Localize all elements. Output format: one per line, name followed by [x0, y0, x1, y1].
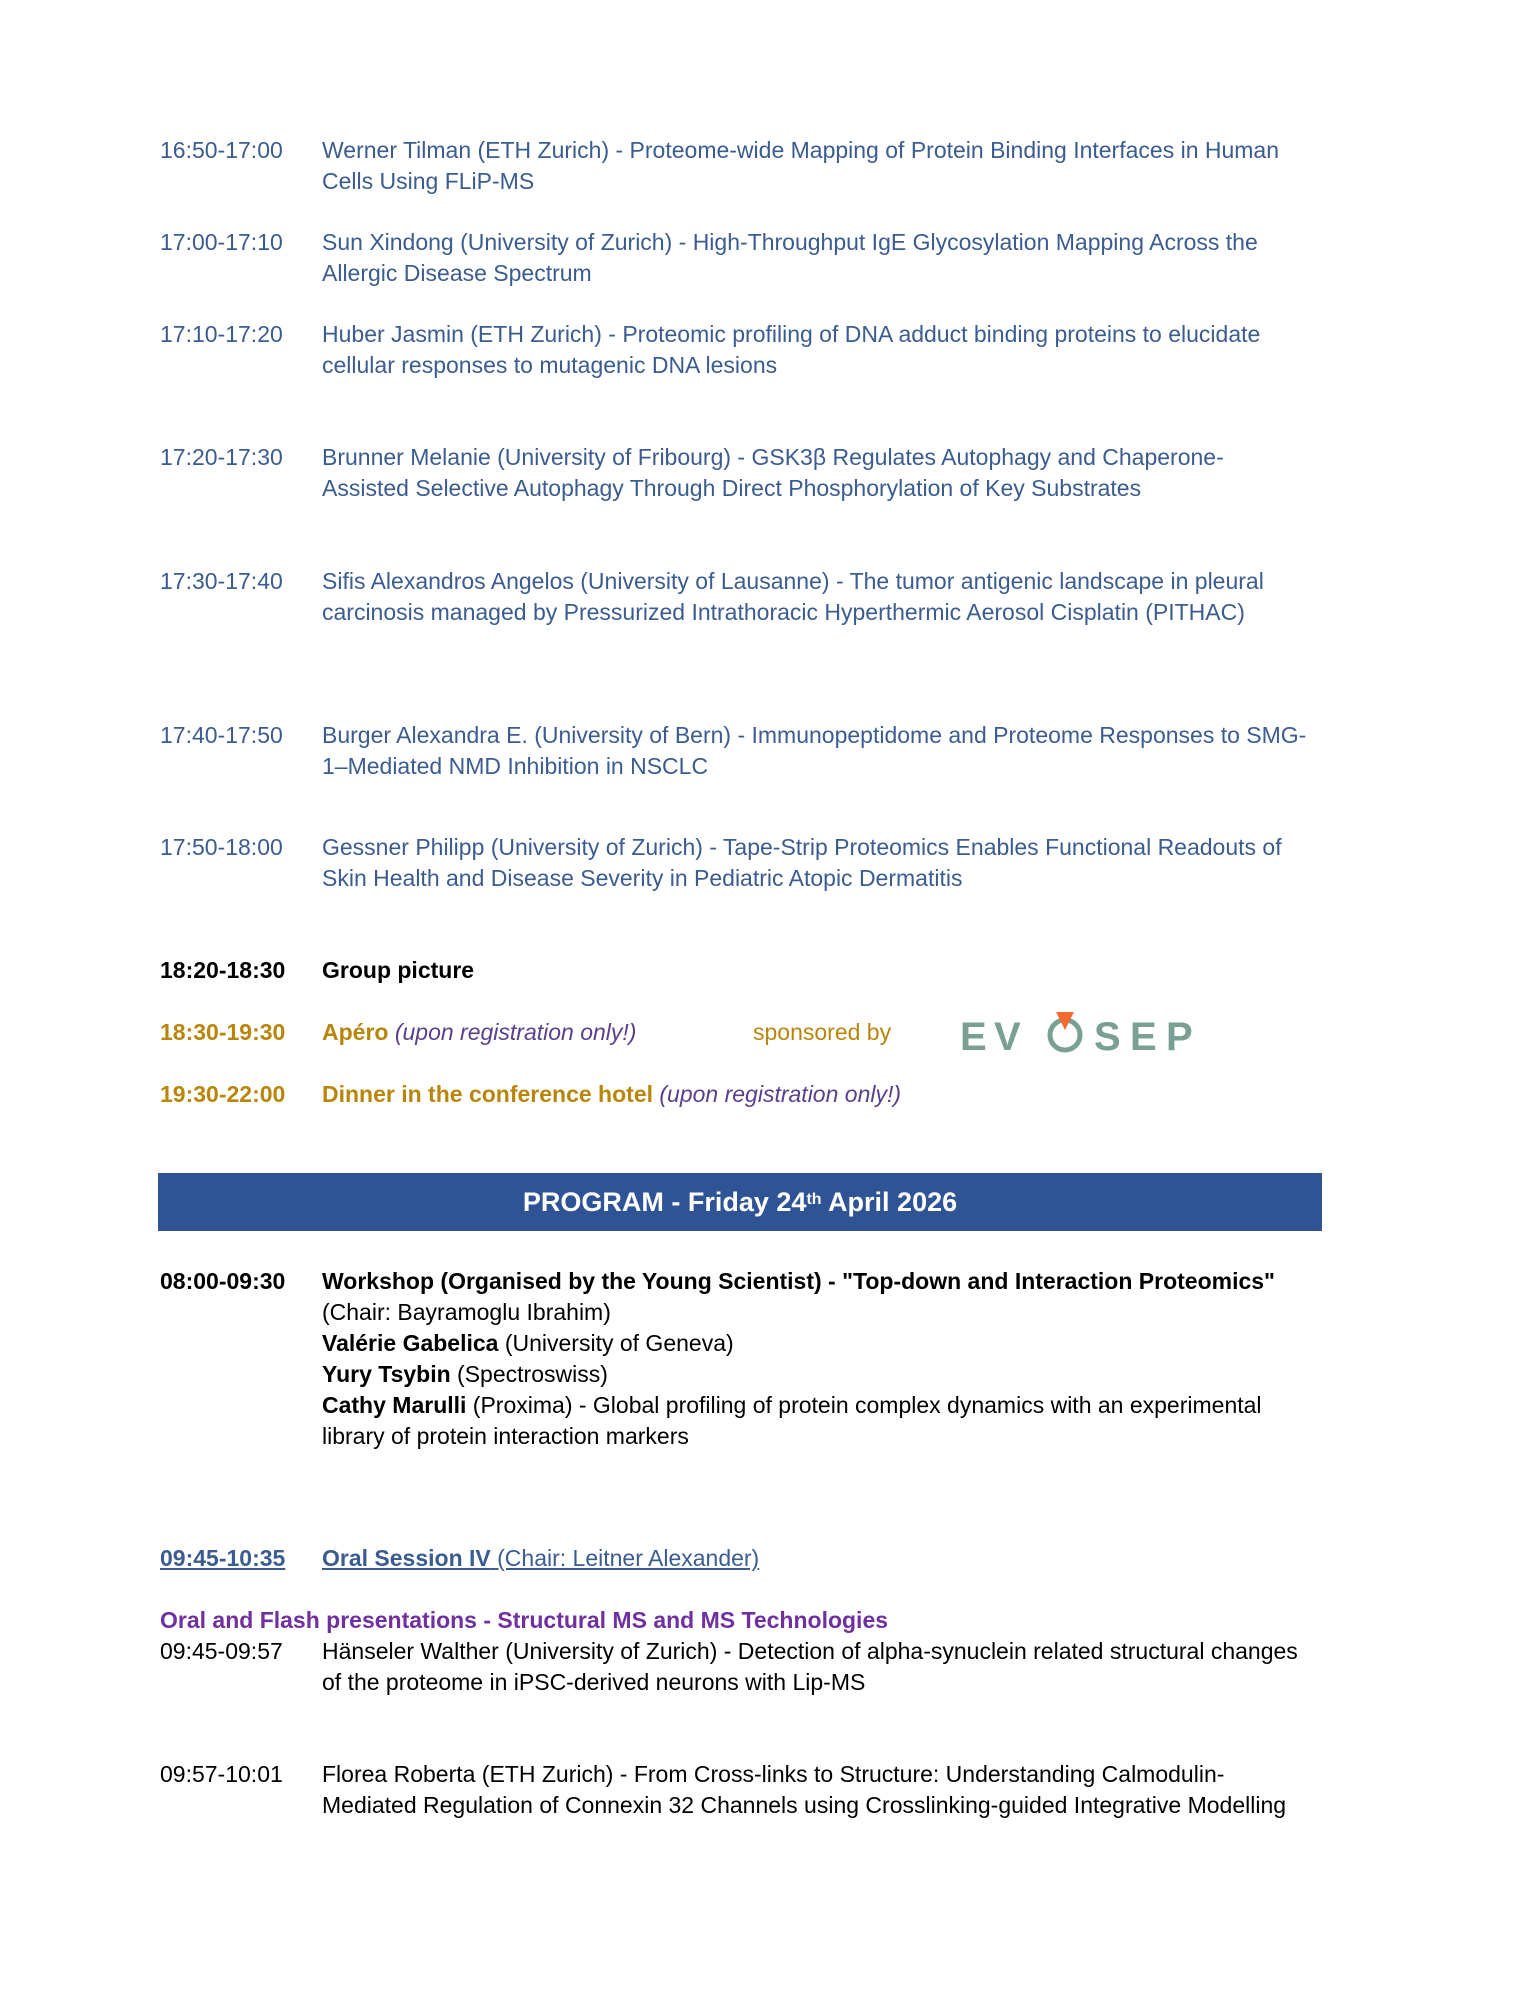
- workshop-speaker: [322, 1359, 1307, 1390]
- speaker-detail: (Proxima) - Global profiling of protein complex dynamics with an experimental library of protein interaction markers: [322, 1392, 1268, 1449]
- oral-session-chair: (Chair: Leitner Alexander): [490, 1545, 760, 1571]
- speaker-name: Cathy Marulli: [322, 1392, 467, 1418]
- talk-time: 17:00-17:10: [160, 229, 283, 255]
- apero-time: 18:30-19:30: [160, 1019, 286, 1045]
- banner-suffix: April 2026: [821, 1186, 958, 1217]
- speaker-detail: (Spectroswiss): [450, 1361, 608, 1387]
- workshop-speaker: [322, 1328, 1307, 1359]
- workshop-speaker: [322, 1390, 1307, 1452]
- talk-text: Gessner Philipp (University of Zurich) - Tape-Strip Proteomics Enables Functional Readouts of Skin Health and Disease Severity in Pediatric Atopic Dermatitis: [322, 834, 1282, 891]
- dinner-text: [322, 1079, 1307, 1110]
- dinner-note: (upon registration only!): [659, 1081, 902, 1107]
- talk-time: 17:50-18:00: [160, 834, 283, 860]
- workshop-block: [322, 1266, 1307, 1452]
- talk-text: Sifis Alexandros Angelos (University of Lausanne) - The tumor antigenic landscape in pleural carcinosis managed by Pressurized Intrathoracic Hyperthermic Aerosol Cisplatin (PITHAC): [322, 568, 1264, 625]
- talk-text: Huber Jasmin (ETH Zurich) - Proteomic profiling of DNA adduct binding proteins to elucidate cellular responses to mutagenic DNA lesions: [322, 321, 1261, 378]
- oral-session-time: 09:45-10:35: [160, 1545, 286, 1571]
- talk-time: 09:45-09:57: [160, 1638, 283, 1664]
- talk-time: 09:57-10:01: [160, 1761, 283, 1787]
- group-picture-label: Group picture: [322, 957, 475, 983]
- talk-time: 17:30-17:40: [160, 568, 283, 594]
- logo-letter-p: P: [1166, 1015, 1193, 1056]
- talk-text: Werner Tilman (ETH Zurich) - Proteome-wide Mapping of Protein Binding Interfaces in Human Cells Using FLiP-MS: [322, 137, 1280, 194]
- logo-letter-v: V: [994, 1015, 1021, 1056]
- group-picture-time: 18:20-18:30: [160, 957, 286, 983]
- evosep-logo: [960, 1010, 1210, 1056]
- speaker-name: Yury Tsybin: [322, 1361, 451, 1387]
- talk-time: 16:50-17:00: [160, 137, 283, 163]
- sponsored-by-label: sponsored by: [753, 1019, 892, 1045]
- program-day-banner: PROGRAM - Friday 24 $^{th}$ April 2026: [158, 1173, 1322, 1231]
- talk-text: Hänseler Walther (University of Zurich) - Detection of alpha-synuclein related structural changes of the proteome in iPSC-derived neurons with Lip-MS: [322, 1638, 1298, 1695]
- section-heading: Oral and Flash presentations - Structural MS and MS Technologies: [160, 1607, 889, 1633]
- speaker-name: Valérie Gabelica: [322, 1330, 499, 1356]
- talk-text: Florea Roberta (ETH Zurich) - From Cross-links to Structure: Understanding Calmodulin-Mediated Regulation of Connexin 32 Channels using Crosslinking-guided Integrative Modelling: [322, 1761, 1287, 1818]
- talk-text: Sun Xindong (University of Zurich) - High-Throughput IgE Glycosylation Mapping Across the Allergic Disease Spectrum: [322, 229, 1258, 286]
- workshop-time: 08:00-09:30: [160, 1268, 286, 1294]
- speaker-detail: (University of Geneva): [498, 1330, 734, 1356]
- dinner-time: 19:30-22:00: [160, 1081, 286, 1107]
- talk-time: 17:40-17:50: [160, 722, 283, 748]
- logo-letter-e: E: [960, 1015, 987, 1056]
- talk-time: 17:20-17:30: [160, 444, 283, 470]
- logo-letter-e2: E: [1130, 1015, 1157, 1056]
- dinner-label: Dinner in the conference hotel: [322, 1081, 653, 1107]
- oral-session-text: [322, 1543, 1307, 1574]
- apero-note: (upon registration only!): [394, 1019, 637, 1045]
- workshop-chair: (Chair: Bayramoglu Ibrahim): [322, 1299, 611, 1325]
- logo-letter-s: S: [1094, 1015, 1121, 1056]
- apero-label: Apéro: [322, 1019, 389, 1045]
- talk-time: 17:10-17:20: [160, 321, 283, 347]
- banner-prefix: PROGRAM - Friday 24: [522, 1186, 807, 1217]
- workshop-title: Workshop (Organised by the Young Scientist) - "Top-down and Interaction Proteomics": [322, 1268, 1275, 1294]
- talk-text: Burger Alexandra E. (University of Bern) - Immunopeptidome and Proteome Responses to SMG-1–Mediated NMD Inhibition in NSCLC: [322, 722, 1307, 779]
- oral-session-title: Oral Session IV: [322, 1545, 491, 1571]
- talk-text: Brunner Melanie (University of Fribourg) - GSK3β Regulates Autophagy and Chaperone-Assisted Selective Autophagy Through Direct Phosphorylation of Key Substrates: [322, 444, 1224, 501]
